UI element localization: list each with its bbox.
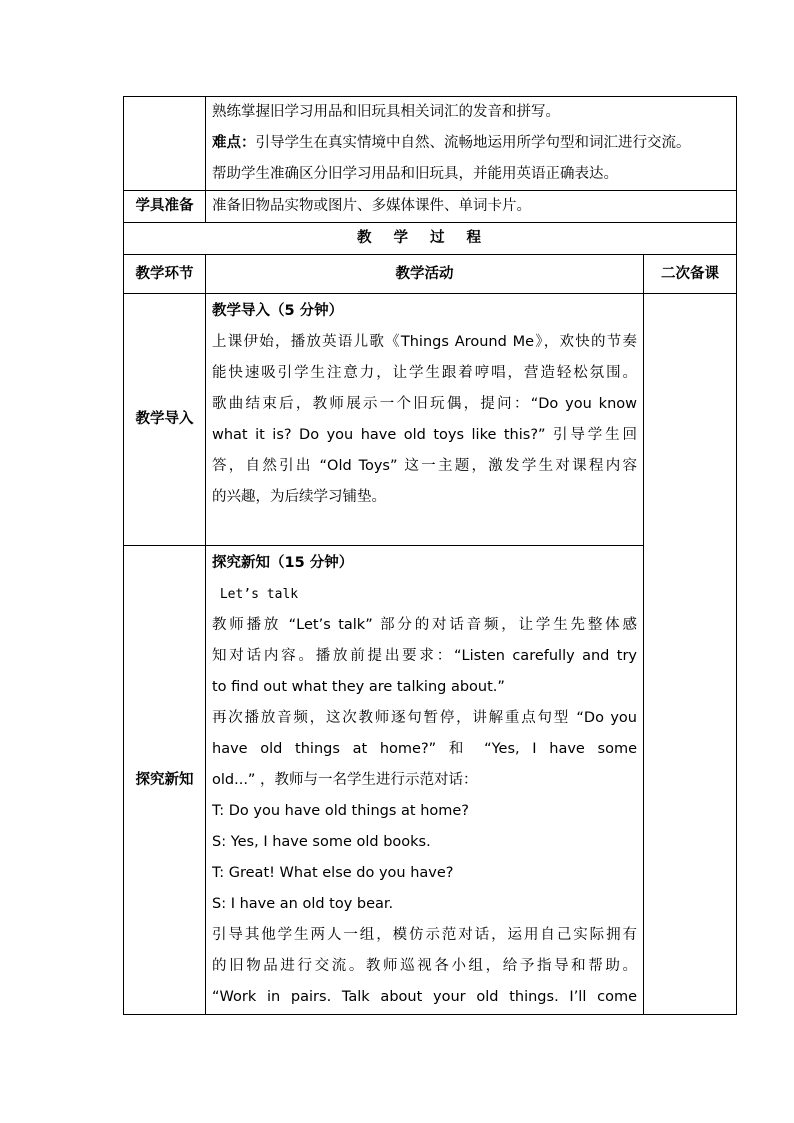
difficulty-line bbox=[212, 128, 730, 159]
header-stage: 教学环节 bbox=[124, 255, 206, 294]
explore-line: 教师播放 “Let’s talk” 部分的对话音频，让学生先整体感 bbox=[212, 617, 637, 633]
explore-title: 探究新知（15 分钟） bbox=[212, 555, 354, 571]
materials-row bbox=[124, 191, 737, 223]
explore-line: 的旧物品进行交流。教师巡视各小组，给予指导和帮助。 bbox=[212, 958, 637, 974]
dialogue-line: S: I have an old toy bear. bbox=[212, 896, 394, 912]
intro-line: 上课伊始，播放英语儿歌《Things Around Me》，欢快的节奏 bbox=[212, 334, 637, 350]
lesson-plan-table bbox=[123, 96, 737, 1015]
dialogue-line: T: Do you have old things at home? bbox=[212, 803, 469, 819]
explore-label: 探究新知 bbox=[124, 546, 206, 1015]
intro-title: 教学导入（5 分钟） bbox=[212, 303, 344, 319]
difficulty-text: 引导学生在真实情境中自然、流畅地运用所学句型和词汇进行交流。 bbox=[255, 135, 691, 151]
explore-activity-cell bbox=[206, 546, 644, 1015]
objectives-label-cell bbox=[124, 97, 206, 191]
intro-activity-cell bbox=[206, 294, 644, 546]
explore-line: old...” ，教师与一名学生进行示范对话： bbox=[212, 772, 478, 788]
process-title: 教学过程 bbox=[124, 223, 737, 255]
intro-line: 答，自然引出 “Old Toys” 这一主题，激发学生对课程内容 bbox=[212, 458, 637, 474]
dialogue-line: S: Yes, I have some old books. bbox=[212, 834, 431, 850]
explore-line: 知对话内容。播放前提出要求：“Listen carefully and try bbox=[212, 648, 637, 664]
explore-line: 引导其他学生两人一组，模仿示范对话，运用自己实际拥有 bbox=[212, 927, 637, 943]
materials-label: 学具准备 bbox=[124, 191, 206, 223]
difficulty-label: 难点： bbox=[212, 135, 256, 151]
explore-line: “Work in pairs. Talk about your old things. I’ll come bbox=[212, 989, 637, 1005]
objectives-line: 熟练掌握旧学习用品和旧玩具相关词汇的发音和拼写。 bbox=[212, 104, 560, 120]
explore-line: to find out what they are talking about.” bbox=[212, 679, 505, 695]
objectives-row bbox=[124, 97, 737, 191]
materials-text-cell bbox=[206, 191, 737, 223]
explore-line: have old things at home?” 和 “Yes, I have some bbox=[212, 741, 637, 757]
explore-line: Let’s talk bbox=[212, 587, 299, 602]
intro-line: what it is? Do you have old toys like this?” 引导学生回 bbox=[212, 427, 637, 443]
process-title-row bbox=[124, 223, 737, 255]
intro-row bbox=[124, 294, 737, 546]
intro-line: 的兴趣，为后续学习铺垫。 bbox=[212, 489, 386, 505]
objectives-text-cell bbox=[206, 97, 737, 191]
intro-label: 教学导入 bbox=[124, 294, 206, 546]
intro-line: 歌曲结束后，教师展示一个旧玩偶，提问：“Do you know bbox=[212, 396, 637, 412]
revision-cell bbox=[644, 294, 737, 1015]
objectives-line: 帮助学生准确区分旧学习用品和旧玩具，并能用英语正确表达。 bbox=[212, 166, 618, 182]
explore-line: 再次播放音频，这次教师逐句暂停，讲解重点句型 “Do you bbox=[212, 710, 637, 726]
header-activity: 教学活动 bbox=[206, 255, 644, 294]
dialogue-line: T: Great! What else do you have? bbox=[212, 865, 454, 881]
materials-text: 准备旧物品实物或图片、多媒体课件、单词卡片。 bbox=[212, 198, 531, 214]
header-revision: 二次备课 bbox=[644, 255, 737, 294]
intro-line: 能快速吸引学生注意力，让学生跟着哼唱，营造轻松氛围。 bbox=[212, 365, 637, 381]
header-row bbox=[124, 255, 737, 294]
